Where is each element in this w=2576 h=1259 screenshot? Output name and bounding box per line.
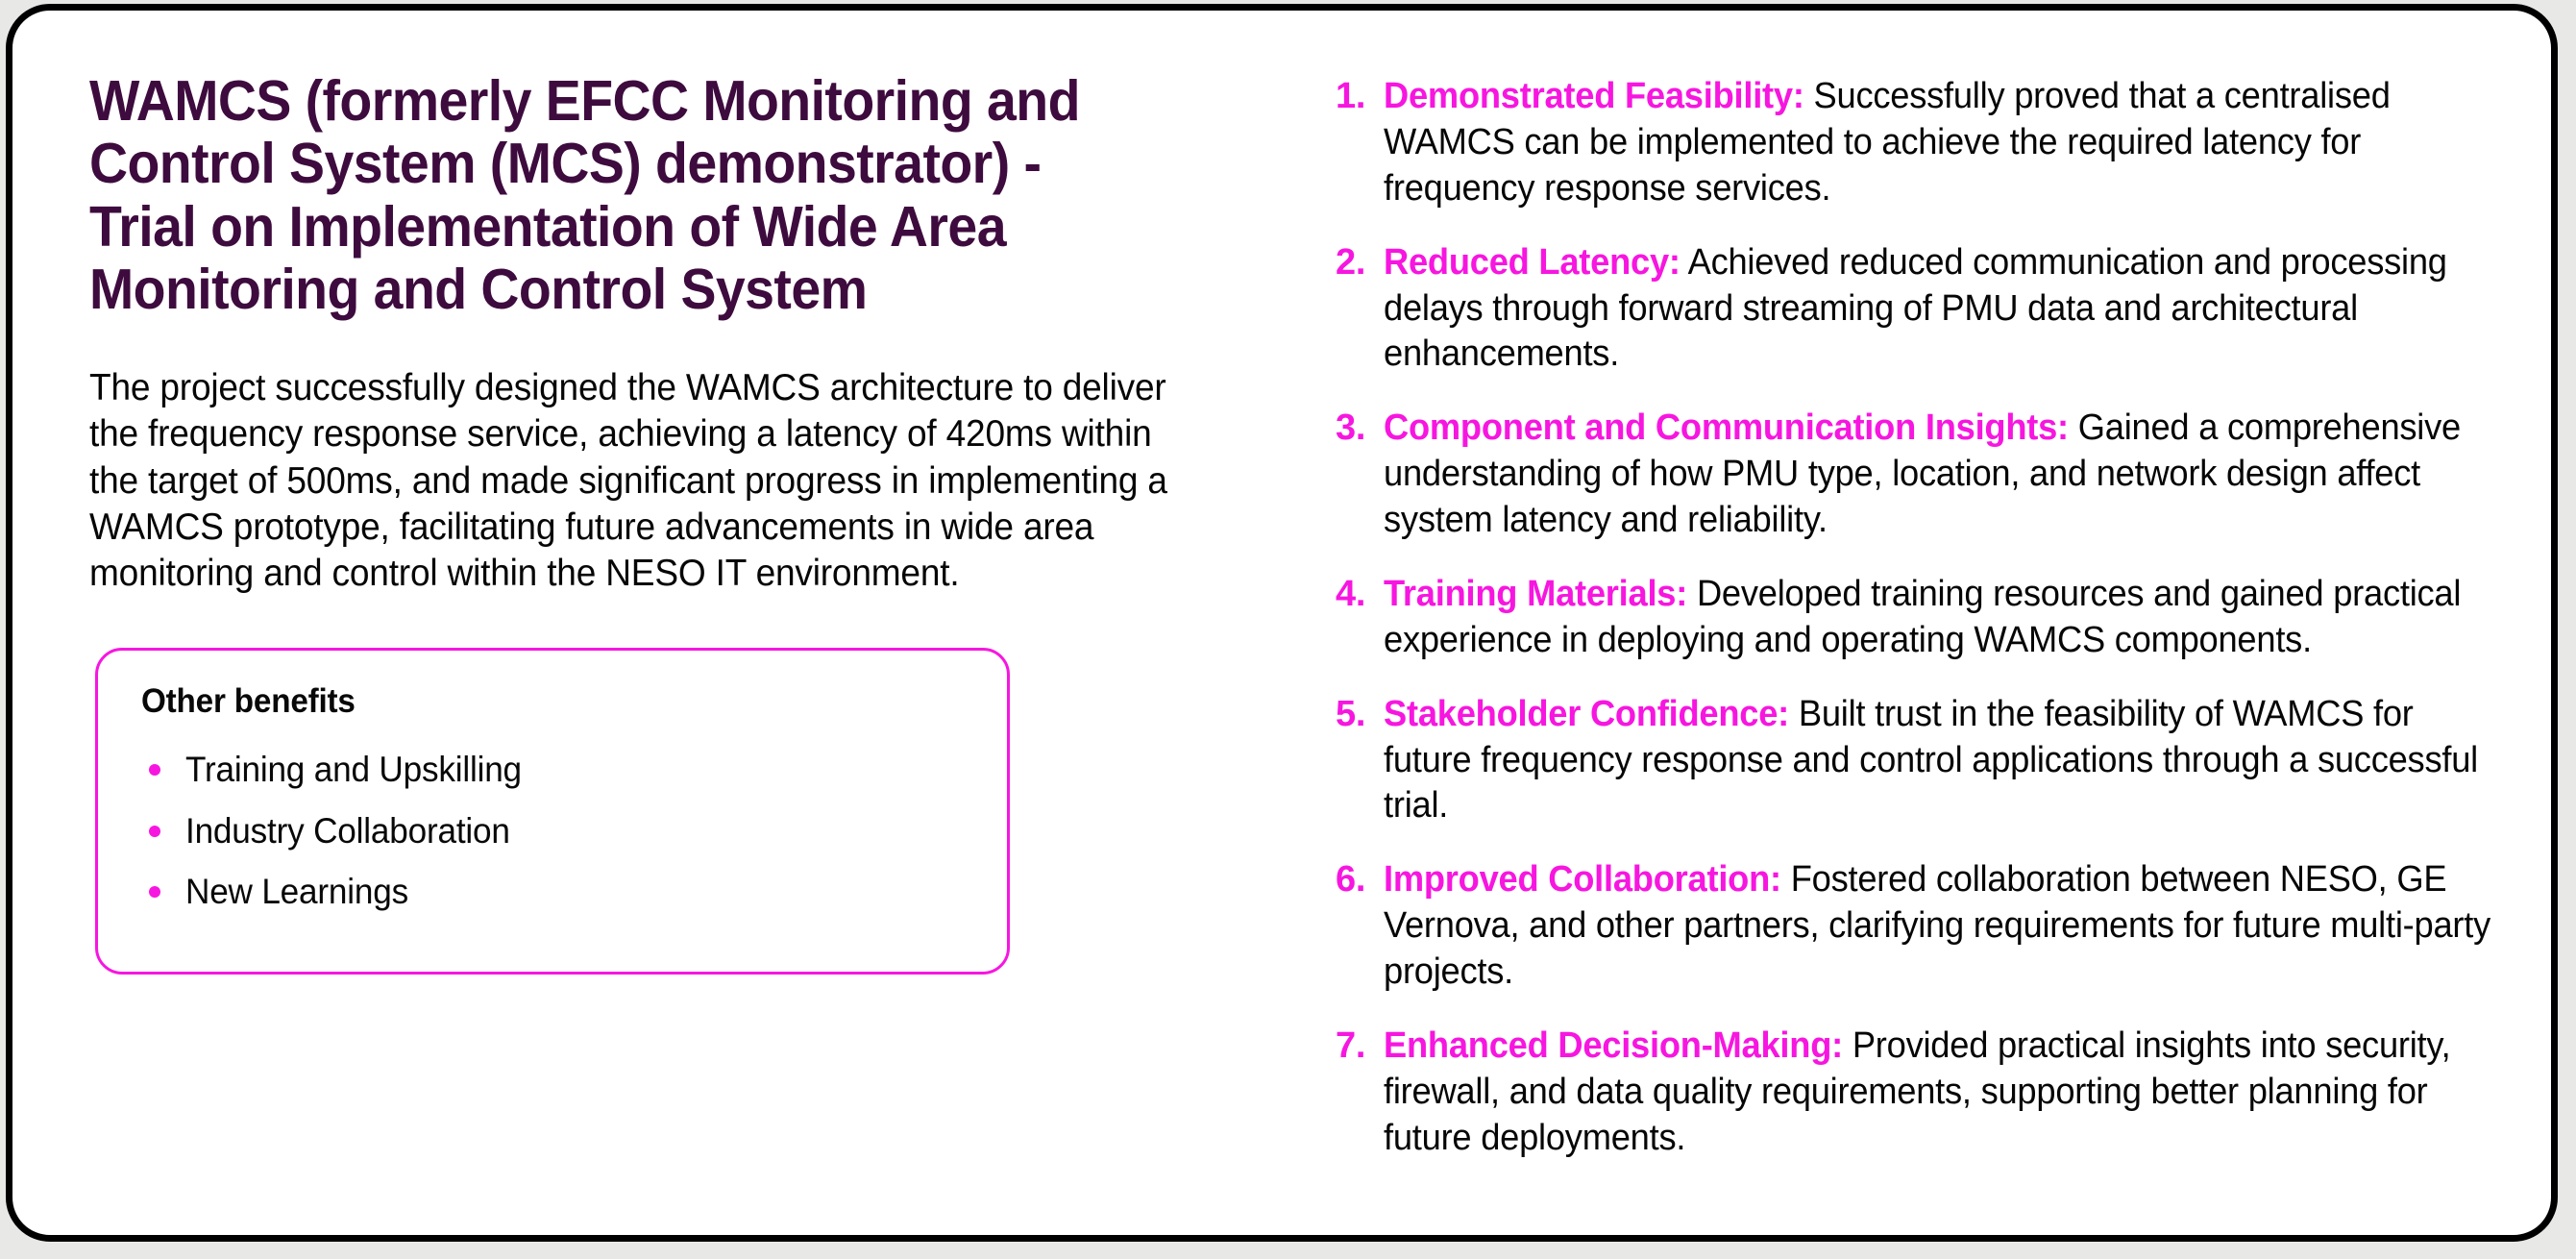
item-body — [1384, 1024, 2503, 1162]
item-lead: Training Materials: — [1384, 573, 1688, 614]
benefit-label: New Learnings — [185, 872, 409, 912]
slide-content — [12, 11, 2551, 1235]
item-body — [1384, 240, 2503, 379]
item-body — [1384, 406, 2503, 544]
item-lead: Enhanced Decision-Making: — [1384, 1024, 1843, 1066]
list-item — [1336, 74, 2503, 212]
item-body — [1384, 572, 2503, 664]
item-text: Built trust in the feasibility of WAMCS for future frequency response and control applications through a successful trial. — [1384, 693, 2478, 827]
item-number: 1. — [1336, 76, 1366, 116]
list-item — [1336, 692, 2503, 830]
item-lead: Demonstrated Feasibility: — [1384, 76, 1804, 116]
item-text: Successfully proved that a centralised WAMCS can be implemented to achieve the required latency for frequency response services. — [1384, 76, 2391, 209]
page-title: WAMCS (formerly EFCC Monitoring and Control System (MCS) demonstrator) - Trial on Implementation of Wide Area Monitoring and Control System — [89, 69, 1080, 322]
list-item — [1336, 1024, 2503, 1162]
other-benefits-list — [141, 739, 539, 923]
bullet-dot-icon — [149, 764, 160, 776]
item-text: Gained a comprehensive understanding of how PMU type, location, and network design affect system latency and reliability. — [1384, 407, 2461, 540]
item-body — [1384, 857, 2503, 996]
list-item — [141, 739, 539, 801]
item-text: Achieved reduced communication and processing delays through forward streaming of PMU data and architectural enhancements. — [1384, 241, 2447, 375]
item-body — [1384, 692, 2503, 830]
list-item — [141, 801, 539, 862]
other-benefits-heading: Other benefits — [141, 682, 356, 720]
item-lead: Improved Collaboration: — [1384, 859, 1781, 901]
slide-frame — [6, 4, 2558, 1242]
list-item — [1336, 572, 2503, 664]
bullet-dot-icon — [149, 826, 160, 837]
item-lead: Reduced Latency: — [1384, 241, 1681, 283]
summary-paragraph: The project successfully designed the WAMCS architecture to deliver the frequency response service, achieving a latency of 420ms within the target of 500ms, and made significant progress in implementing a WAMCS prototype, facilitating future advancements in wide area monitoring and control within the NESO IT environment. — [89, 366, 1167, 595]
item-number: 3. — [1336, 407, 1366, 449]
item-lead: Component and Communication Insights: — [1384, 407, 2069, 449]
list-item — [1336, 406, 2503, 544]
list-item — [1336, 240, 2503, 379]
benefit-label: Industry Collaboration — [185, 810, 510, 851]
bullet-dot-icon — [149, 886, 160, 898]
item-number: 4. — [1336, 573, 1366, 614]
other-benefits-box — [95, 648, 1010, 975]
list-item — [141, 861, 539, 923]
item-text: Developed training resources and gained practical experience in deploying and operating WAMCS components. — [1384, 573, 2462, 660]
item-number: 2. — [1336, 241, 1366, 283]
item-number: 7. — [1336, 1024, 1366, 1066]
item-number: 5. — [1336, 693, 1366, 734]
benefit-label: Training and Upskilling — [185, 750, 522, 789]
item-number: 6. — [1336, 859, 1366, 901]
item-body — [1384, 74, 2503, 212]
list-item — [1336, 857, 2503, 996]
outcomes-list — [1336, 74, 2503, 1162]
left-column — [89, 70, 1223, 598]
item-lead: Stakeholder Confidence: — [1384, 693, 1790, 734]
item-text: Fostered collaboration between NESO, GE Vernova, and other partners, clarifying requirements for future multi-party projects. — [1384, 859, 2490, 992]
item-text: Provided practical insights into security, firewall, and data quality requirements, supporting better planning for future deployments. — [1384, 1024, 2451, 1158]
